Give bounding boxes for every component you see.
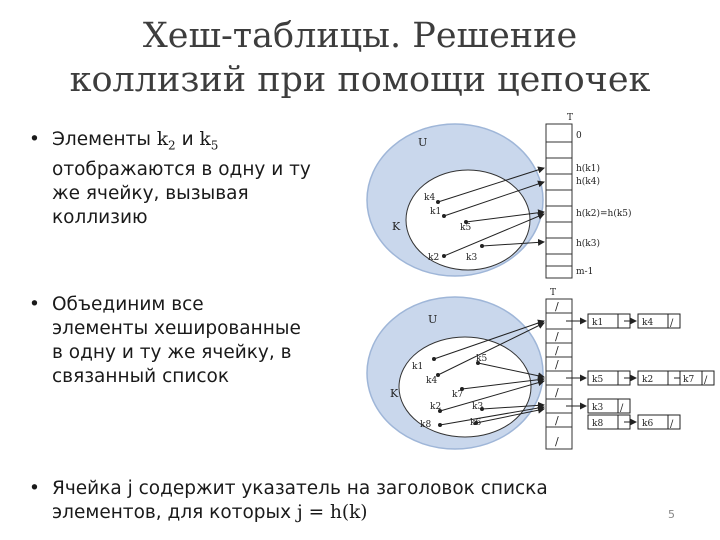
key-k1: k1	[412, 362, 424, 372]
key-k3: k3	[466, 253, 478, 263]
chain2-node-k5: k5	[592, 375, 604, 385]
chain2-node-k2: k2	[642, 375, 654, 385]
bullet-dot: •	[29, 294, 40, 315]
key-k3: k3	[472, 402, 484, 412]
key-k2: k2	[428, 253, 440, 263]
chain3-node-k3: k3	[592, 403, 604, 413]
bullet-cell-pointer-line-2: элементов, для которых j = h(k)	[52, 502, 368, 523]
label-k: K	[392, 220, 401, 233]
svg-text:/: /	[555, 414, 559, 427]
chain1-node-k4: k4	[642, 318, 654, 328]
bullet-collision-line-3: же ячейку, вызывая	[52, 182, 249, 204]
label-u: U	[428, 313, 438, 326]
slide-title-line-1: Хеш-таблицы. Решение	[142, 16, 578, 56]
label-k: K	[390, 387, 399, 400]
slot-label-h-k3: h(k3)	[576, 239, 600, 249]
bullet-chaining	[29, 293, 352, 389]
svg-text:/: /	[555, 435, 559, 448]
slide-title	[0, 14, 720, 102]
key-k6: k6	[470, 418, 482, 428]
svg-text:/: /	[555, 330, 559, 343]
page-number: 5	[668, 508, 675, 521]
formula: j = h(k)	[296, 502, 368, 523]
chain1-null: /	[670, 318, 674, 329]
key-k2: k2	[430, 402, 442, 412]
slot-label-m-1: m-1	[576, 267, 594, 277]
slot-label-0: 0	[576, 131, 582, 141]
bullet-dot: •	[29, 129, 40, 150]
chain4-node-k6: k6	[642, 419, 654, 429]
svg-text:/: /	[555, 300, 559, 313]
bullet-dot: •	[29, 478, 40, 499]
key-k1: k1	[430, 207, 442, 217]
key-k4: k4	[426, 376, 438, 386]
key-set-k	[399, 337, 531, 437]
slot-label-h-k4: h(k4)	[576, 177, 600, 187]
bullet-collision	[29, 128, 352, 230]
chaining-diagram	[360, 285, 716, 455]
bullet-cell-pointer	[29, 477, 642, 525]
bullet-collision-line-2: отображаются в одну и ту	[52, 158, 311, 180]
svg-text:/: /	[555, 358, 559, 371]
collision-diagram	[360, 108, 660, 288]
label-t: T	[550, 288, 557, 298]
key-k5: k5	[460, 223, 472, 233]
chain1-node-k1: k1	[592, 318, 604, 328]
bullet-chaining-line-1: Объединим все	[52, 294, 204, 315]
bullet-chaining-line-4: связанный список	[52, 366, 230, 387]
chain-list-1	[566, 314, 680, 328]
chain2-null: /	[704, 375, 708, 386]
bullet-chaining-line-2: элементы хешированные	[52, 318, 301, 339]
bullet-chaining-line-3: в одну и ту же ячейку, в	[52, 342, 292, 363]
slot-label-h-k1: h(k1)	[576, 164, 600, 174]
hash-table	[546, 124, 572, 278]
svg-text:/: /	[555, 344, 559, 357]
bullet-collision-line-1: Элементы $k_2$ и $k_5$	[52, 129, 219, 153]
key-k7: k7	[452, 390, 464, 400]
key-k5: k5	[476, 354, 488, 364]
label-u: U	[418, 136, 428, 149]
chain2-node-k7: k7	[683, 375, 695, 385]
bullet-collision-line-4: коллизию	[52, 206, 148, 228]
key-k8: k8	[420, 420, 432, 430]
svg-text:/: /	[555, 386, 559, 399]
chain4-null: /	[670, 419, 674, 430]
key-k4: k4	[424, 193, 436, 203]
chain3-null: /	[620, 403, 624, 414]
bullet-cell-pointer-line-1: Ячейка j содержит указатель на заголовок списка	[52, 478, 548, 499]
slide-title-line-2: коллизий при помощи цепочек	[69, 60, 651, 100]
slot-label-h-k2-h-k5: h(k2)=h(k5)	[576, 209, 632, 219]
chain4-node-k8: k8	[592, 419, 604, 429]
label-t: T	[567, 113, 574, 123]
